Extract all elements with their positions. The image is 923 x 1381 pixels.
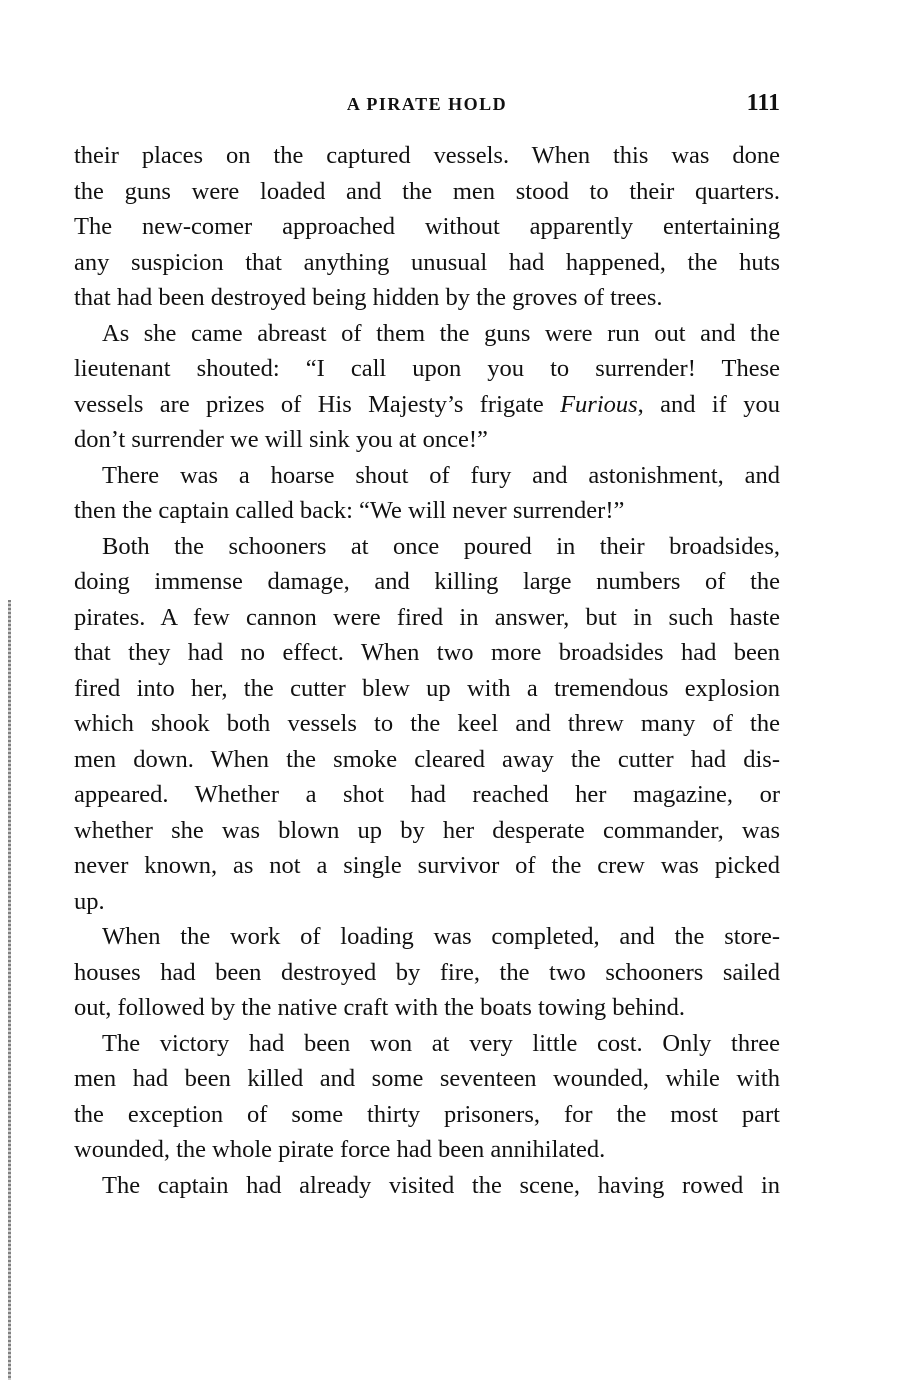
page-number: 111 <box>746 90 780 116</box>
text-line: The new-comer approached without apparently entertaining <box>74 213 780 240</box>
text-line: out, followed by the native craft with the boats towing behind. <box>74 994 686 1021</box>
text-line: As she came abreast of them the guns were run out and the <box>102 319 780 347</box>
page-header <box>74 90 780 122</box>
text-segment: vessels are prizes of His Majesty’s frigate <box>74 390 561 418</box>
body-text <box>74 138 780 1203</box>
text-line: their places on the captured vessels. When this was done <box>74 142 780 169</box>
text-line: that they had no effect. When two more broadsides had been <box>74 639 780 666</box>
text-line: wounded, the whole pirate force had been annihilated. <box>74 1136 606 1163</box>
ship-name-italic: Furious <box>560 390 638 418</box>
text-line: lieutenant shouted: “I call upon you to surrender! These <box>74 355 780 382</box>
text-line: never known, as not a single survivor of the crew was picked <box>74 852 780 879</box>
text-line: The captain had already visited the scene, having rowed in <box>102 1171 780 1199</box>
text-line: then the captain called back: “We will never surrender!” <box>74 497 625 524</box>
text-line: up. <box>74 887 105 915</box>
text-line: don’t surrender we will sink you at once!” <box>74 426 488 453</box>
text-line: fired into her, the cutter blew up with a tremendous explosion <box>74 674 780 702</box>
text-line: houses had been destroyed by fire, the two schooners sailed <box>74 958 780 986</box>
text-line: The victory had been won at very little cost. Only three <box>102 1029 780 1057</box>
text-line: the exception of some thirty prisoners, for the most part <box>74 1100 780 1128</box>
text-line: men down. When the smoke cleared away the cutter had dis- <box>74 745 780 773</box>
text-line: men had been killed and some seventeen wounded, while with <box>74 1065 780 1092</box>
text-line: the guns were loaded and the men stood to their quarters. <box>74 177 780 205</box>
text-line: Both the schooners at once poured in their broadsides, <box>102 532 780 560</box>
text-line-with-italic <box>74 387 780 423</box>
text-line: any suspicion that anything unusual had happened, the huts <box>74 248 780 276</box>
page-gutter-edge <box>8 600 11 1380</box>
text-line: pirates. A few cannon were fired in answer, but in such haste <box>74 603 780 631</box>
text-line: When the work of loading was completed, and the store- <box>102 923 780 950</box>
text-line: that had been destroyed being hidden by the groves of trees. <box>74 284 663 311</box>
text-line: doing immense damage, and killing large numbers of the <box>74 568 780 595</box>
text-line: whether she was blown up by her desperate commander, was <box>74 816 780 844</box>
text-line: There was a hoarse shout of fury and astonishment, and <box>102 461 780 489</box>
running-title: A PIRATE HOLD <box>346 94 508 114</box>
text-line: appeared. Whether a shot had reached her magazine, or <box>74 781 780 808</box>
text-segment: , and if you <box>637 390 781 418</box>
text-line: which shook both vessels to the keel and threw many of the <box>74 710 780 737</box>
